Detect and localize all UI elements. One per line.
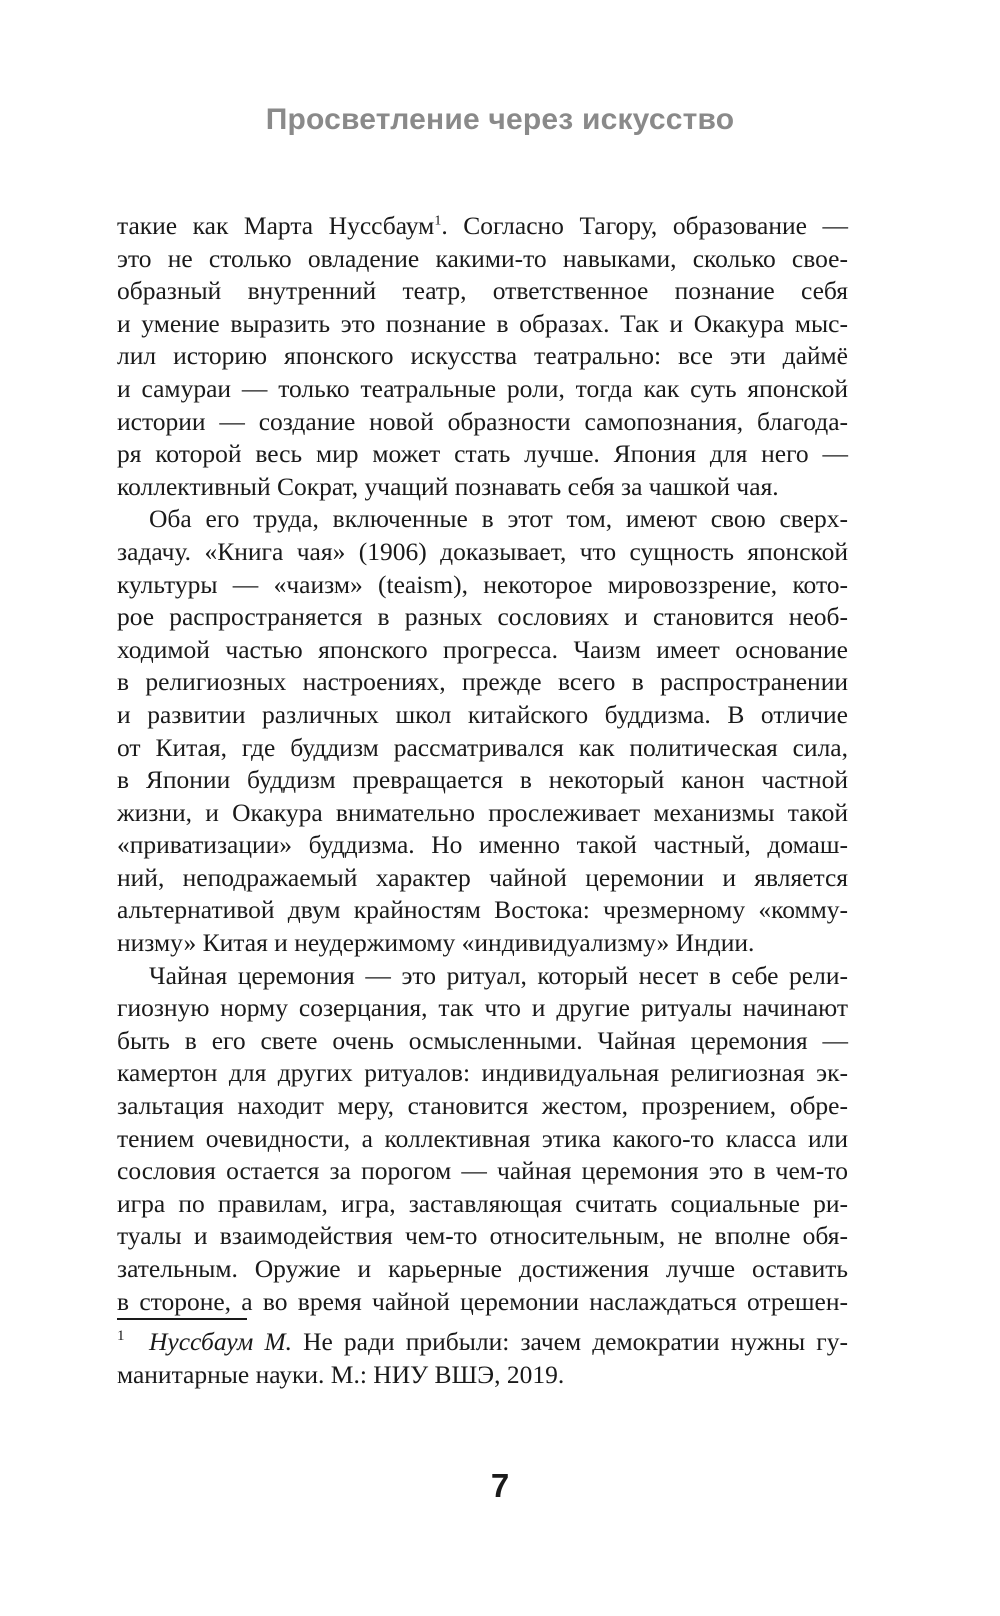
footnote-author: Нуссбаум М. xyxy=(149,1327,292,1356)
text-line xyxy=(117,210,848,243)
text-line: задачу. «Книга чая» (1906) доказывает, что сущность японской xyxy=(117,536,848,566)
text-line: и умение выразить это познание в образах. Так и Окакура мыс- xyxy=(117,308,848,338)
text-line: и развитии различных школ китайского буддизма. В отличие xyxy=(117,699,848,729)
text-line: туалы и взаимодействия чем-то относительным, не вполне обя- xyxy=(117,1221,848,1251)
text-line: лил историю японского искусства театрально: все эти даймё xyxy=(117,341,848,371)
text-line: в религиозных настроениях, прежде всего в распространении xyxy=(117,667,848,697)
footnote-reference[interactable]: 1 xyxy=(434,213,442,229)
text-line: ходимой частью японского прогресса. Чаизм имеет основание xyxy=(117,634,848,664)
text-segment: . Согласно Тагору, образование — xyxy=(441,211,848,240)
text-line: «приватизации» буддизма. Но именно такой частный, домаш- xyxy=(117,830,848,860)
text-line: ний, неподражаемый характер чайной церемонии и является xyxy=(117,862,848,892)
text-line: быть в его свете очень осмысленными. Чайная церемония — xyxy=(117,1025,848,1055)
text-line: низму» Китая и неудержимому «индивидуализму» Индии. xyxy=(117,928,755,958)
footnote xyxy=(117,1325,848,1391)
text-line: тением очевидности, а коллективная этика какого-то класса или xyxy=(117,1123,848,1153)
text-line: ря которой весь мир может стать лучше. Япония для него — xyxy=(117,439,848,469)
paragraph xyxy=(117,210,848,503)
text-segment: такие как Марта Нуссбаум xyxy=(117,211,435,240)
text-line: жизни, и Окакура внимательно прослеживает механизмы такой xyxy=(117,797,848,827)
footnote-line-rest: Не ради прибыли: зачем демократии нужны гу- xyxy=(291,1327,848,1356)
footnote-line xyxy=(117,1325,848,1358)
paragraph xyxy=(117,503,848,959)
text-line: это не столько овладение какими-то навыками, сколько свое- xyxy=(117,243,848,273)
page-number: 7 xyxy=(490,1467,510,1504)
text-line: Оба его труда, включенные в этот том, имеют свою сверх- xyxy=(149,504,848,534)
text-line: образный внутренний театр, ответственное познание себя xyxy=(117,276,848,306)
footnote-line: манитарные науки. М.: НИУ ВШЭ, 2019. xyxy=(117,1360,565,1389)
body-text xyxy=(117,210,848,1318)
text-line: Чайная церемония — это ритуал, который несет в себе рели- xyxy=(149,960,848,990)
text-line: зальтация находит меру, становится жестом, прозрением, обре- xyxy=(117,1091,848,1121)
footnote-divider xyxy=(117,1318,247,1320)
text-line: и самураи — только театральные роли, тогда как суть японской xyxy=(117,373,848,403)
text-line: коллективный Сократ, учащий познавать себя за чашкой чая. xyxy=(117,471,779,501)
text-line: в Японии буддизм превращается в некоторый канон частной xyxy=(117,765,848,795)
text-line: игра по правилам, игра, заставляющая считать социальные ри- xyxy=(117,1188,848,1218)
text-line: рое распространяется в разных сословиях и становится необ- xyxy=(117,602,848,632)
text-line: альтернативой двум крайностям Востока: чрезмерному «комму- xyxy=(117,895,848,925)
text-line: в стороне, а во время чайной церемонии наслаждаться отрешен- xyxy=(117,1286,848,1316)
text-line: зательным. Оружие и карьерные достижения лучше оставить xyxy=(117,1254,848,1283)
text-line: от Китая, где буддизм рассматривался как политическая сила, xyxy=(117,732,848,762)
text-line: камертон для других ритуалов: индивидуальная религиозная эк- xyxy=(117,1058,848,1088)
text-line: истории — создание новой образности самопознания, благода- xyxy=(117,406,848,436)
paragraph xyxy=(117,960,848,1319)
running-head: Просветление через искусство xyxy=(265,103,735,136)
footnote-number: 1 xyxy=(117,1328,125,1344)
text-line: гиозную норму созерцания, так что и другие ритуалы начинают xyxy=(117,993,848,1023)
text-line: культуры — «чаизм» (teaism), некоторое мировоззрение, кото- xyxy=(117,569,848,599)
text-line: сословия остается за порогом — чайная церемония это в чем-то xyxy=(117,1156,848,1186)
